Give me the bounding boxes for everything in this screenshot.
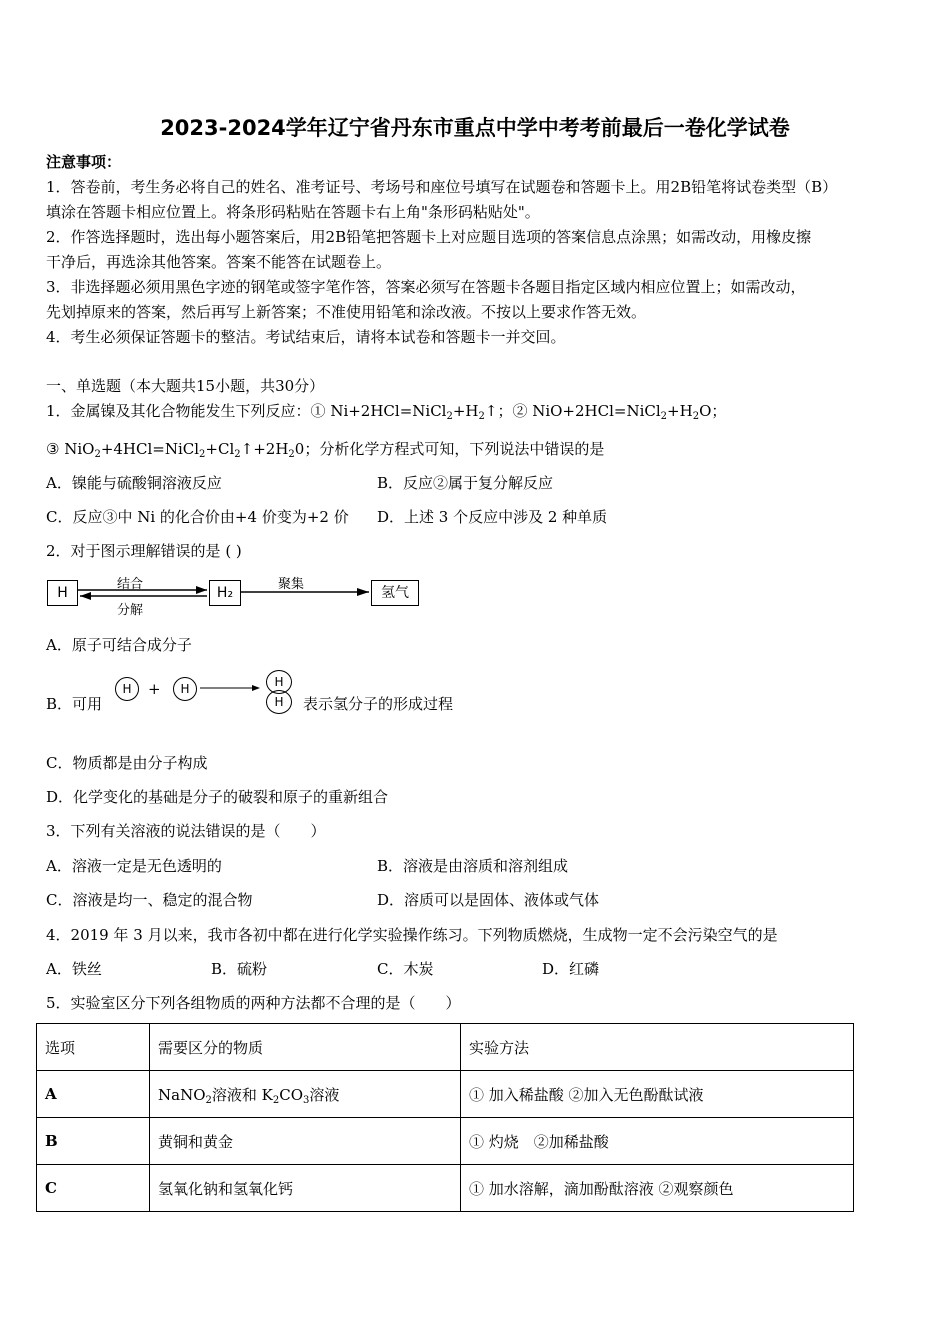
table-cell-substance: 黄铜和黄金 — [150, 1118, 461, 1165]
table-header-row — [37, 1024, 854, 1071]
q3-stem: 3．下列有关溶液的说法错误的是（ ） — [46, 822, 326, 840]
q1-option-d: D．上述 3 个反应中涉及 2 种单质 — [377, 508, 608, 526]
diagram-box-h: H — [47, 580, 78, 606]
q2-option-b-suffix: 表示氢分子的形成过程 — [303, 695, 454, 713]
q3-option-b: B．溶液是由溶质和溶剂组成 — [377, 857, 569, 875]
notice-line: 先划掉原来的答案，然后再写上新答案；不准使用铅笔和涂改液。不按以上要求作答无效。 — [46, 303, 647, 321]
q2-stem: 2．对于图示理解错误的是 ( ) — [46, 542, 242, 560]
diagram-box-hydrogen-gas: 氢气 — [371, 580, 419, 606]
table-cell-method: ① 加入稀盐酸 ②加入无色酚酞试液 — [461, 1071, 854, 1118]
section-heading: 一、单选题（本大题共15小题，共30分） — [46, 377, 325, 395]
hydrogen-atom-icon: H — [115, 677, 139, 701]
q1-option-a: A．镍能与硫酸铜溶液反应 — [46, 474, 222, 492]
diagram-box-h2: H₂ — [209, 580, 241, 606]
table-cell-method: ① 灼烧 ②加稀盐酸 — [461, 1118, 854, 1165]
arrow-label-combine: 结合 — [117, 577, 144, 592]
reaction-arrow-icon — [200, 682, 262, 694]
table-cell-option: A — [37, 1071, 150, 1118]
notice-line: 填涂在答题卡相应位置上。将条形码粘贴在答题卡右上角"条形码粘贴处"。 — [46, 203, 540, 221]
table-row — [37, 1165, 854, 1212]
diagram-arrows — [0, 0, 450, 620]
notice-line: 1．答卷前，考生务必将自己的姓名、准考证号、考场号和座位号填写在试题卷和答题卡上。用2B铅笔将试卷类型（B） — [46, 178, 838, 196]
table-cell-option: B — [37, 1118, 150, 1165]
arrow-label-aggregate: 聚集 — [278, 577, 305, 592]
q1-option-c: C．反应③中 Ni 的化合价由+4 价变为+2 价 — [46, 508, 349, 526]
q4-option-b: B．硫粉 — [211, 960, 268, 978]
q5-stem: 5．实验室区分下列各组物质的两种方法都不合理的是（ ） — [46, 994, 461, 1012]
q4-option-a: A．铁丝 — [46, 960, 102, 978]
notice-line: 干净后，再选涂其他答案。答案不能答在试题卷上。 — [46, 253, 392, 271]
arrow-label-decompose: 分解 — [117, 603, 144, 618]
plus-sign: + — [148, 680, 161, 698]
hydrogen-atom-icon: H — [266, 670, 292, 694]
q1-stem-line1: 1．金属镍及其化合物能发生下列反应：① $Ni+2HCl=NiCl_2+H_2↑$；② $NiO+2HCl=NiCl_2+H_2O$； — [46, 402, 727, 422]
notice-line: 3．非选择题必须用黑色字迹的钢笔或签字笔作答，答案必须写在答题卡各题目指定区域内相应位置上；如需改动， — [46, 278, 806, 296]
table-row — [37, 1071, 854, 1118]
hydrogen-atom-icon: H — [266, 690, 292, 714]
q4-option-d: D．红磷 — [542, 960, 600, 978]
q3-option-a: A．溶液一定是无色透明的 — [46, 857, 222, 875]
table-header-cell: 选项 — [37, 1024, 150, 1071]
table-cell-substance: NaNO$_2$溶液和 $K_2CO_3$溶液 — [150, 1071, 461, 1118]
q2-option-a: A．原子可结合成分子 — [46, 636, 192, 654]
q3-option-c: C．溶液是均一、稳定的混合物 — [46, 891, 253, 909]
q2-option-d: D．化学变化的基础是分子的破裂和原子的重新组合 — [46, 788, 389, 806]
q2-option-c: C．物质都是由分子构成 — [46, 754, 208, 772]
table-cell-substance: 氢氧化钠和氢氧化钙 — [150, 1165, 461, 1212]
page-title: 2023-2024学年辽宁省丹东市重点中学中考考前最后一卷化学试卷 — [160, 116, 790, 140]
table-cell-method: ① 加水溶解，滴加酚酞溶液 ②观察颜色 — [461, 1165, 854, 1212]
q2-option-b-prefix: B．可用 — [46, 695, 103, 713]
hydrogen-atom-icon: H — [173, 677, 197, 701]
table-header-cell: 需要区分的物质 — [150, 1024, 461, 1071]
q1-stem-line2: ③ $NiO_2+4HCl=NiCl_2+Cl_2↑+2H_20$；分析化学方程式可知，下列说法中错误的是 — [46, 440, 605, 460]
q4-option-c: C．木炭 — [377, 960, 434, 978]
table-row — [37, 1118, 854, 1165]
notice-line: 4．考生必须保证答题卡的整洁。考试结束后，请将本试卷和答题卡一并交回。 — [46, 328, 566, 346]
q4-stem: 4．2019 年 3 月以来，我市各初中都在进行化学实验操作练习。下列物质燃烧，生成物一定不会污染空气的是 — [46, 926, 778, 944]
q5-table — [36, 1023, 854, 1212]
q1-option-b: B．反应②属于复分解反应 — [377, 474, 554, 492]
notice-heading: 注意事项： — [46, 153, 122, 171]
table-cell-option: C — [37, 1165, 150, 1212]
notice-line: 2．作答选择题时，选出每小题答案后，用2B铅笔把答题卡上对应题目选项的答案信息点涂黑；如需改动，用橡皮擦 — [46, 228, 812, 246]
q3-option-d: D．溶质可以是固体、液体或气体 — [377, 891, 600, 909]
table-header-cell: 实验方法 — [461, 1024, 854, 1071]
